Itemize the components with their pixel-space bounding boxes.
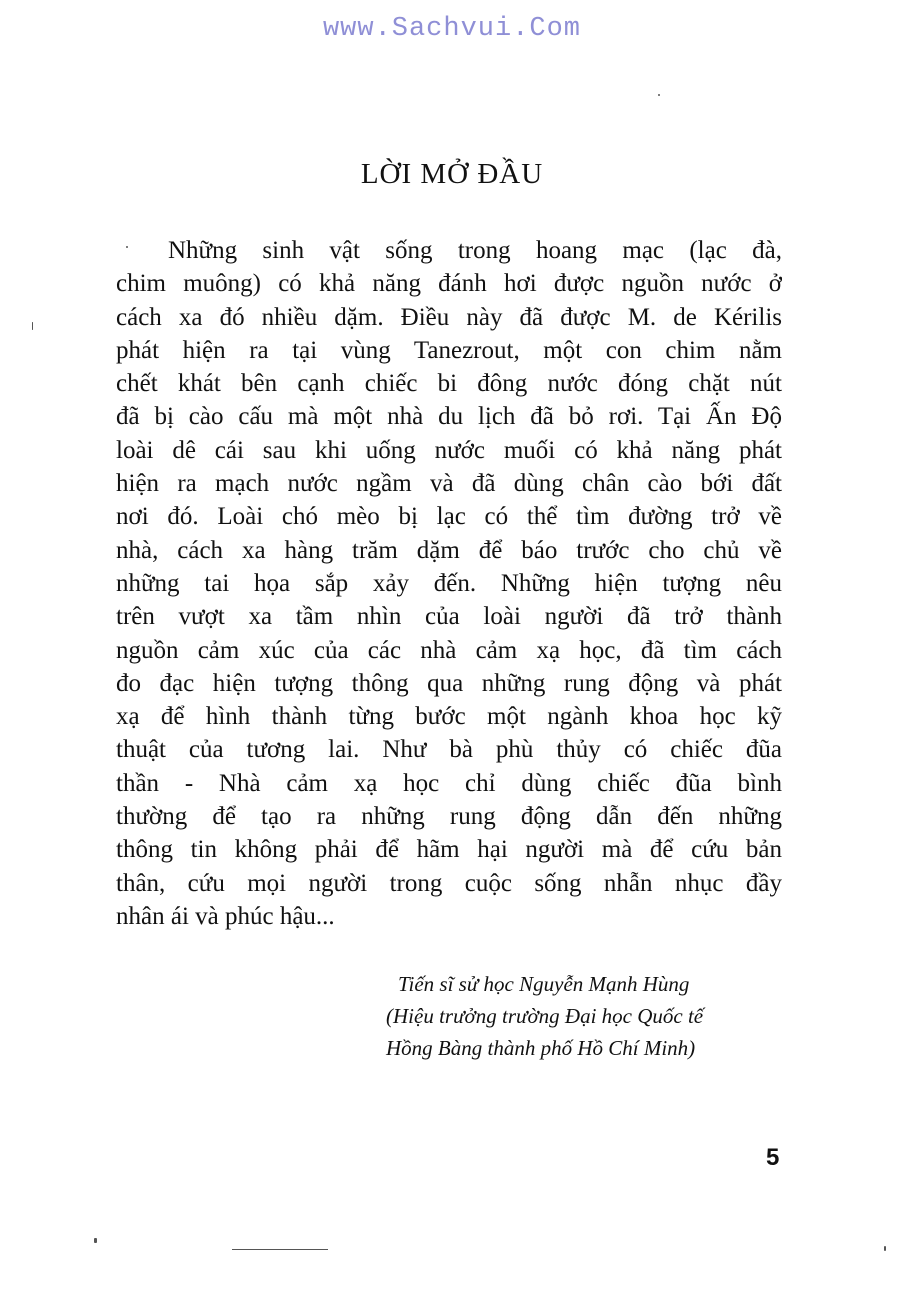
scan-speck: [658, 94, 660, 96]
paragraph-line: những tai họa sắp xảy đến. Những hiện tượng nêu: [116, 569, 782, 597]
paragraph-line: thường để tạo ra những rung động dẫn đến những: [116, 803, 782, 831]
paragraph-line: nguồn cảm xúc của các nhà cảm xạ học, đã tìm cách: [116, 636, 782, 664]
author-role: Hồng Bàng thành phố Hồ Chí Minh): [386, 1036, 696, 1060]
paragraph-line: chết khát bên cạnh chiếc bi đông nước đóng chặt nút: [116, 370, 782, 398]
scan-speck: [884, 1246, 886, 1251]
author-name: Tiến sĩ sử học Nguyễn Mạnh Hùng: [398, 972, 690, 996]
scan-speck: [126, 246, 128, 248]
paragraph-line: thần - Nhà cảm xạ học chỉ dùng chiếc đũa bình: [116, 769, 782, 797]
paragraph-line: hiện ra mạch nước ngầm và đã dùng chân cào bới đất: [116, 470, 782, 498]
paragraph-line: nơi đó. Loài chó mèo bị lạc có thể tìm đường trở về: [116, 503, 782, 531]
footer-rule: [232, 1249, 328, 1250]
author-role: (Hiệu trưởng trường Đại học Quốc tế: [386, 1004, 704, 1028]
scan-speck: [94, 1238, 97, 1243]
paragraph-line: đã bị cào cấu mà một nhà du lịch đã bỏ rơi. Tại Ấn Độ: [116, 403, 782, 431]
watermark: www.Sachvui.Com: [322, 14, 582, 44]
paragraph-line: phát hiện ra tại vùng Tanezrout, một con chim nằm: [116, 336, 782, 364]
paragraph-line: thông tin không phải để hãm hại người mà để cứu bản: [116, 836, 782, 864]
paragraph-line: chim muông) có khả năng đánh hơi được nguồn nước ở: [116, 270, 782, 298]
paragraph-line: cách xa đó nhiều dặm. Điều này đã được M. de Kérilis: [116, 303, 782, 331]
paragraph-line: loài dê cái sau khi uống nước muối có khả năng phát: [116, 436, 782, 464]
paragraph-line: thân, cứu mọi người trong cuộc sống nhẫn nhục đầy: [116, 869, 782, 897]
paragraph-line: Những sinh vật sống trong hoang mạc (lạc đà,: [168, 237, 782, 264]
paragraph-line: trên vượt xa tầm nhìn của loài người đã trở thành: [116, 603, 782, 631]
paragraph-line: nhà, cách xa hàng trăm dặm để báo trước cho chủ về: [116, 536, 782, 564]
signature-block: [386, 968, 806, 1064]
body-paragraph: [116, 234, 782, 933]
paragraph-line: nhân ái và phúc hậu...: [116, 902, 335, 930]
paragraph-line: đo đạc hiện tượng thông qua những rung động và phát: [116, 669, 782, 697]
page-number: 5: [766, 1144, 780, 1171]
page-title: LỜI MỞ ĐẦU: [360, 158, 544, 190]
paragraph-line: xạ để hình thành từng bước một ngành khoa học kỹ: [116, 703, 782, 731]
paragraph-line: thuật của tương lai. Như bà phù thủy có chiếc đũa: [116, 736, 782, 764]
scan-speck: [32, 322, 33, 330]
